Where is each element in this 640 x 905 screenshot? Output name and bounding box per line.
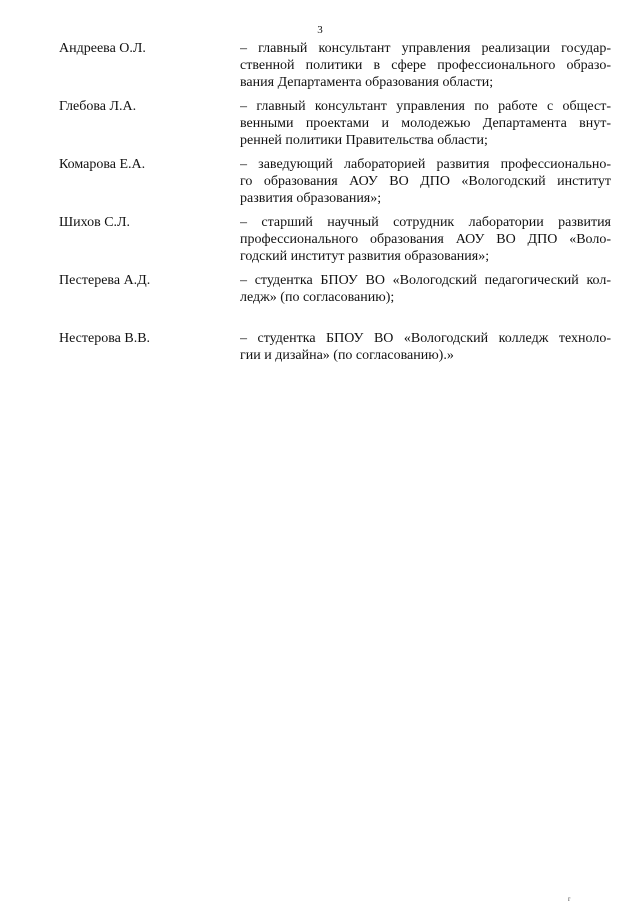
role-line: ственной политики в сфере профессионального образо- <box>240 58 611 73</box>
member-role <box>240 214 611 265</box>
role-line: – главный консультант управления реализации государ- <box>240 41 611 56</box>
member-name: Пестерева А.Д. <box>59 273 151 288</box>
role-line: профессионального образования АОУ ВО ДПО «Воло- <box>240 232 611 247</box>
role-line: годский институт развития образования»; <box>240 249 490 264</box>
member-name: Комарова Е.А. <box>59 157 146 172</box>
member-list <box>0 40 640 388</box>
member-entry <box>0 98 640 156</box>
role-line: – главный консультант управления по работе с общест- <box>240 99 611 114</box>
role-line: венными проектами и молодежью Департамента внут- <box>240 116 611 131</box>
corner-mark: r <box>568 895 571 903</box>
member-role <box>240 98 611 149</box>
member-entry <box>0 40 640 98</box>
member-role <box>240 330 611 364</box>
member-role <box>240 156 611 207</box>
role-line: – студентка БПОУ ВО «Вологодский колледж техноло- <box>240 331 611 346</box>
member-name: Андреева О.Л. <box>59 41 146 56</box>
role-line: – старший научный сотрудник лаборатории развития <box>240 215 611 230</box>
member-role <box>240 272 611 306</box>
role-line: ренней политики Правительства области; <box>240 133 488 148</box>
member-name: Шихов С.Л. <box>59 215 131 230</box>
role-line: ледж» (по согласованию); <box>240 290 395 305</box>
member-entry <box>0 214 640 272</box>
role-line: – заведующий лабораторией развития профессионально- <box>240 157 611 172</box>
member-role <box>240 40 611 91</box>
page-number: 3 <box>317 24 323 36</box>
member-name: Нестерова В.В. <box>59 331 151 346</box>
member-entry <box>0 330 640 388</box>
role-line: гии и дизайна» (по согласованию).» <box>240 348 454 363</box>
role-line: развития образования»; <box>240 191 382 206</box>
role-line: го образования АОУ ВО ДПО «Вологодский институт <box>240 174 611 189</box>
member-name: Глебова Л.А. <box>59 99 137 114</box>
member-entry <box>0 272 640 330</box>
role-line: вания Департамента образования области; <box>240 75 494 90</box>
member-entry <box>0 156 640 214</box>
role-line: – студентка БПОУ ВО «Вологодский педагогический кол- <box>240 273 611 288</box>
